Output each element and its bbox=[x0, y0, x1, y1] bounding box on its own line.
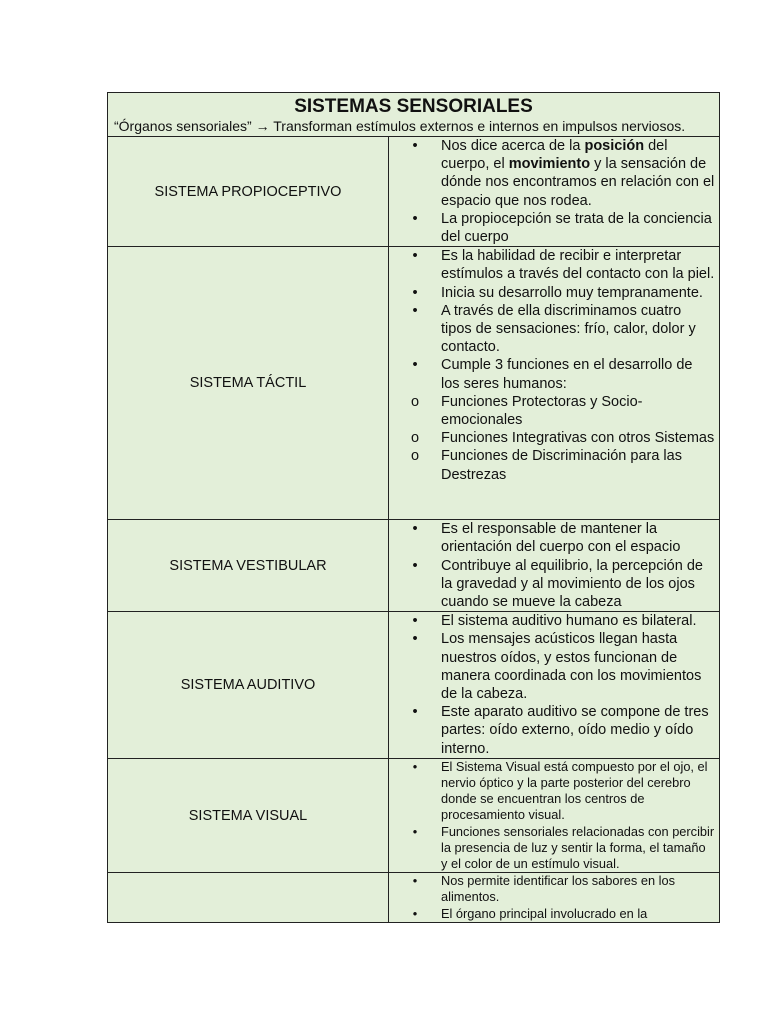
bullet-marker: • bbox=[412, 873, 418, 889]
list-item-text: A través de ella discriminamos cuatro tipos de sensaciones: frío, calor, dolor y contacto. bbox=[441, 302, 696, 356]
bullet-marker: • bbox=[412, 521, 418, 538]
system-name: SISTEMA AUDITIVO bbox=[108, 612, 389, 759]
list-item-text: Es el responsable de mantener la orientación del cuerpo con el espacio bbox=[441, 521, 681, 556]
sensory-systems-table bbox=[107, 92, 720, 923]
list-item bbox=[389, 703, 715, 758]
bullet-marker: • bbox=[412, 823, 418, 839]
bullet-marker: • bbox=[412, 210, 418, 227]
list-item-text: Contribuye al equilibrio, la percepción de la gravedad y al movimiento de los ojos cuando se mueve la cabeza bbox=[441, 557, 703, 611]
list-item bbox=[389, 873, 715, 905]
system-description bbox=[389, 612, 720, 759]
list-item-text: Funciones Integrativas con otros Sistemas bbox=[441, 430, 715, 447]
list-item bbox=[389, 557, 715, 612]
list-item bbox=[389, 612, 715, 630]
list-item bbox=[389, 824, 715, 873]
system-name: SISTEMA PROPIOCEPTIVO bbox=[108, 137, 389, 247]
sub-bullet-marker: o bbox=[410, 430, 420, 447]
table-row bbox=[108, 612, 720, 759]
bullet-marker: • bbox=[412, 613, 418, 630]
system-name: SISTEMA VESTIBULAR bbox=[108, 520, 389, 612]
list-item-text: Cumple 3 funciones en el desarrollo de los seres humanos: bbox=[441, 357, 693, 392]
system-name bbox=[108, 873, 389, 923]
table-row bbox=[108, 873, 720, 923]
list-item bbox=[389, 356, 715, 392]
bullet-marker: • bbox=[412, 905, 418, 921]
list-item bbox=[389, 137, 715, 210]
bullet-marker: • bbox=[412, 138, 418, 154]
list-item-text: Nos dice acerca de la posición del cuerpo, el movimiento y la sensación de dónde nos encontramos en relación con el espacio que nos rodea. bbox=[441, 138, 715, 209]
list-item bbox=[389, 759, 715, 824]
list-item bbox=[389, 284, 715, 302]
list-item-text: Funciones sensoriales relacionadas con percibir la presencia de luz y sentir la forma, el tamaño y el color de un estímulo visual. bbox=[441, 823, 715, 872]
table-row bbox=[108, 520, 720, 612]
list-item-text: Funciones Protectoras y Socio-emocionales bbox=[441, 393, 643, 429]
system-name: SISTEMA VISUAL bbox=[108, 758, 389, 872]
page-title: SISTEMAS SENSORIALES bbox=[294, 96, 533, 117]
bullet-list bbox=[389, 247, 715, 484]
list-item-text: Nos permite identificar los sabores en los alimentos. bbox=[441, 873, 676, 905]
list-item bbox=[389, 906, 715, 922]
table-row bbox=[108, 137, 720, 247]
bullet-marker: • bbox=[412, 248, 418, 265]
table-row bbox=[108, 758, 720, 872]
bullet-list bbox=[389, 137, 715, 246]
sub-bullet-marker: o bbox=[410, 448, 420, 465]
bullet-marker: • bbox=[412, 357, 418, 374]
list-item-text: El Sistema Visual está compuesto por el ojo, el nervio óptico y la parte posterior del cerebro donde se encuentran los centros de procesamiento visual. bbox=[441, 758, 708, 823]
bullet-marker: • bbox=[412, 284, 418, 301]
list-item bbox=[389, 210, 715, 246]
list-item-text: Es la habilidad de recibir e interpretar estímulos a través del contacto con la piel. bbox=[441, 248, 715, 283]
system-description bbox=[389, 758, 720, 872]
sub-list-item bbox=[389, 429, 715, 447]
list-item bbox=[389, 630, 715, 703]
list-item bbox=[389, 520, 715, 556]
list-item bbox=[389, 247, 715, 283]
bullet-marker: • bbox=[412, 704, 418, 721]
table-header-cell bbox=[108, 93, 720, 137]
table-header-row bbox=[108, 93, 720, 137]
bullet-list bbox=[389, 759, 715, 872]
system-description bbox=[389, 873, 720, 923]
list-item-text: Inicia su desarrollo muy tempranamente. bbox=[441, 284, 703, 301]
system-description bbox=[389, 137, 720, 247]
bullet-list bbox=[389, 520, 715, 611]
list-item bbox=[389, 302, 715, 357]
table-row bbox=[108, 247, 720, 520]
list-item-text: Este aparato auditivo se compone de tres partes: oído externo, oído medio y oído interno. bbox=[441, 704, 709, 757]
list-item-text: El sistema auditivo humano es bilateral. bbox=[441, 613, 697, 630]
sub-list-item bbox=[389, 447, 715, 483]
bullet-marker: • bbox=[412, 631, 418, 648]
page-subtitle: “Órganos sensoriales” → Transforman estímulos externos e internos en impulsos nerviosos. bbox=[114, 118, 686, 134]
bullet-marker: • bbox=[412, 758, 418, 774]
bullet-list bbox=[389, 612, 715, 758]
sub-bullet-marker: o bbox=[410, 393, 420, 410]
bullet-marker: • bbox=[412, 557, 418, 574]
system-name: SISTEMA TÁCTIL bbox=[108, 247, 389, 520]
system-description bbox=[389, 520, 720, 612]
list-item-text: Funciones de Discriminación para las Destrezas bbox=[441, 448, 682, 483]
bullet-list bbox=[389, 873, 715, 922]
list-item-text: La propiocepción se trata de la conciencia del cuerpo bbox=[441, 210, 712, 246]
list-item-text: Los mensajes acústicos llegan hasta nuestros oídos, y estos funcionan de manera coordinada con los movimientos de la cabeza. bbox=[441, 631, 702, 703]
sub-list-item bbox=[389, 393, 715, 429]
bullet-marker: • bbox=[412, 302, 418, 319]
system-description bbox=[389, 247, 720, 520]
list-item-text: El órgano principal involucrado en la bbox=[441, 905, 648, 921]
